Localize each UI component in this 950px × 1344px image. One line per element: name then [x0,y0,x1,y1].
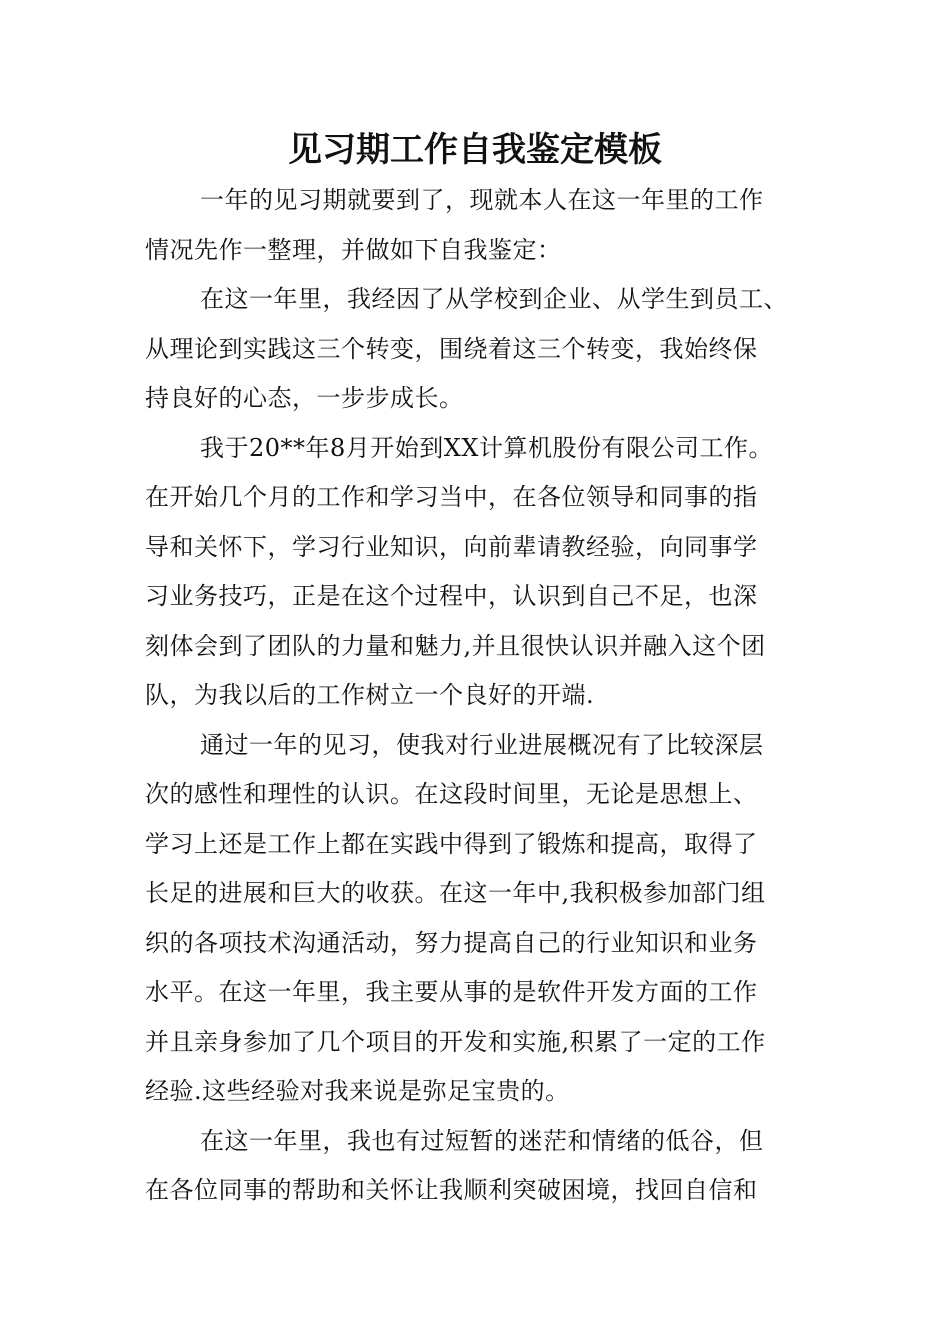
text-line: 经验.这些经验对我来说是弥足宝贵的。 [145,1077,570,1105]
text-line: 在这一年里，我也有过短暂的迷茫和情绪的低谷，但 [200,1126,764,1155]
text-line: 导和关怀下，学习行业知识，向前辈请教经验，向同事学 [145,532,758,561]
text-line: 队，为我以后的工作树立一个良好的开端. [145,681,595,709]
document-title: 见习期工作自我鉴定模板 [288,130,662,170]
text-line: 在这一年里，我经因了从学校到企业、从学生到员工、 [200,285,788,313]
text-line: 在开始几个月的工作和学习当中，在各位领导和同事的指 [145,483,758,511]
paragraph-4 [145,721,815,1117]
document-body [145,176,815,1216]
text-line: 我于20**年8月开始到XX计算机股份有限公司工作。 [200,433,773,462]
text-line: 次的感性和理性的认识。在这段时间里，无论是思想上、 [145,780,758,808]
text-line: 学习上还是工作上都在实践中得到了锻炼和提高，取得了 [145,829,758,858]
paragraph-3 [145,424,815,721]
paragraph-5 [145,1117,815,1216]
paragraph-2 [145,275,815,424]
text-line: 一年的见习期就要到了，现就本人在这一年里的工作 [200,186,764,214]
text-line: 并且亲身参加了几个项目的开发和实施,积累了一定的工作 [145,1027,766,1056]
text-line: 长足的进展和巨大的收获。在这一年中,我积极参加部门组 [145,879,766,907]
text-line: 织的各项技术沟通活动，努力提高自己的行业知识和业务 [145,928,758,957]
text-line: 通过一年的见习，使我对行业进展概况有了比较深层 [200,730,764,759]
text-line: 在各位同事的帮助和关怀让我顺利突破困境，找回自信和 [145,1176,758,1204]
text-line: 情况先作一整理，并做如下自我鉴定： [145,235,562,264]
text-line: 水平。在这一年里，我主要从事的是软件开发方面的工作 [145,978,758,1006]
text-line: 持良好的心态，一步步成长。 [145,384,464,412]
text-line: 刻体会到了团队的力量和魅力,并且很快认识并融入这个团 [145,631,766,660]
text-line: 习业务技巧，正是在这个过程中，认识到自己不足，也深 [145,582,758,610]
text-line: 从理论到实践这三个转变，围绕着这三个转变，我始终保 [145,334,758,363]
paragraph-1 [145,176,815,275]
